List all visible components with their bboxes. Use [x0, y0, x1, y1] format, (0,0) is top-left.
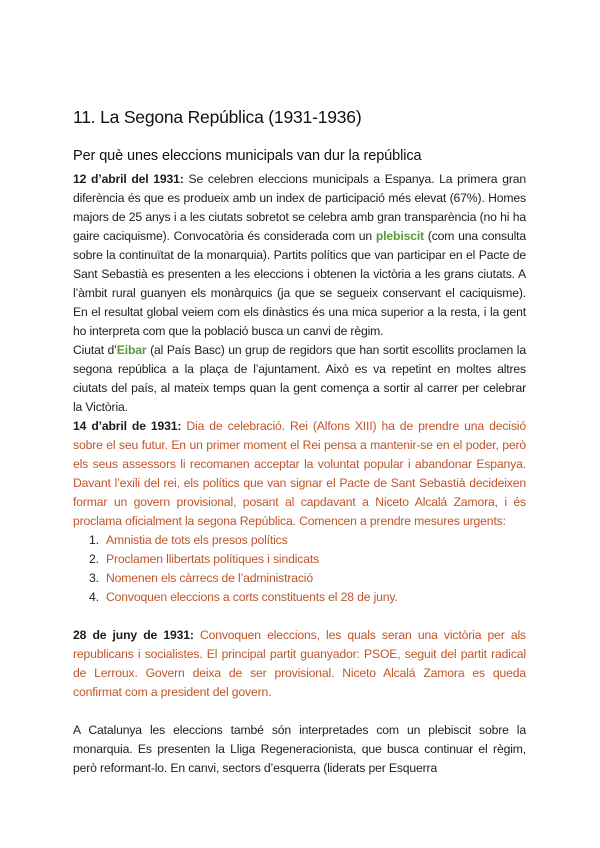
spacer	[73, 702, 526, 721]
list-item: 2. Proclamen llibertats polítiques i sindicats	[89, 552, 320, 566]
section-subtitle: Per què unes eleccions municipals van dur la república	[73, 148, 422, 164]
spacer	[73, 607, 526, 626]
document-body	[73, 170, 526, 778]
paragraph-eibar: Ciutat d’Eibar (al País Basc) un grup de regidors que han sortit escollits proclamen la segona república a la plaça de l’ajuntament. Això es va repetint en moltes altres ciutats del país, al mateix temps quan la gent comença a sortir al carrer per celebrar la Victòria.	[73, 343, 526, 414]
paragraph-12-april: 12 d’abril del 1931: Se celebren eleccions municipals a Espanya. La primera gran diferència és que es produeix amb un index de participació més elevat (67%). Homes majors de 25 anys i a les ciutats sobretot se celebra amb gran transparència (no hi ha gaire caciquisme). Convocatòria és considerada com un plebiscit (com una consulta sobre la continuïtat de la monarquia). Partits polítics que van participar en el Pacte de Sant Sebastià es presenten a les eleccions i obtenen la victòria a les grans ciutats. A l’àmbit rural guanyen els monàrquics (ja que se segueix conservant el caciquisme). En el resultat global veiem com els dinàstics és una mica superior a la resta, i la gent ho interpreta com que la població busca un canvi de règim.	[73, 172, 526, 338]
list-item: 3. Nomenen els càrrecs de l’administració	[89, 571, 313, 585]
paragraph-catalunya: A Catalunya les eleccions també són interpretades com un plebiscit sobre la monarquia. Es presenten la Lliga Regeneracionista, que busca continuar el règim, però reformant-lo. En canvi, sectors d’esquerra (liderats per Esquerra	[73, 723, 526, 775]
list-item: 4. Convoquen eleccions a corts constituents el 28 de juny.	[89, 590, 398, 604]
term-eibar: Eibar	[116, 343, 147, 357]
term-plebiscit: plebiscit	[375, 229, 424, 243]
measures-list	[73, 531, 526, 607]
paragraph-14-april: 14 d’abril de 1931: Dia de celebració. Rei (Alfons XIII) ha de prendre una decisió sobre el seu futur. En un primer moment el Rei pensa a mantenir-se en el poder, però els seus assessors li recomanen acceptar la voluntat popular i abandonar Espanya. Davant l’exili del rei, els polítics que van signar el Pacte de Sant Sebastià decideixen formar un govern provisional, posant al capdavant a Niceto Alcalá Zamora, i és proclama oficialment la segona República. Comencen a prendre mesures urgents:	[73, 419, 526, 528]
paragraph-28-june: 28 de juny de 1931: Convoquen eleccions, les quals seran una victòria per als republicans i socialistes. El principal partit guanyador: PSOE, seguit del partit radical de Lerroux. Govern deixa de ser provisional. Niceto Alcalá Zamora es queda confirmat com a president del govern.	[73, 628, 526, 699]
section-title: 11. La Segona República (1931-1936)	[73, 107, 362, 127]
date-label: 14 d’abril de 1931:	[73, 419, 182, 433]
date-label: 12 d’abril del 1931:	[73, 172, 184, 186]
list-item: 1. Amnistia de tots els presos polítics	[89, 533, 288, 547]
date-label: 28 de juny de 1931:	[73, 628, 194, 642]
